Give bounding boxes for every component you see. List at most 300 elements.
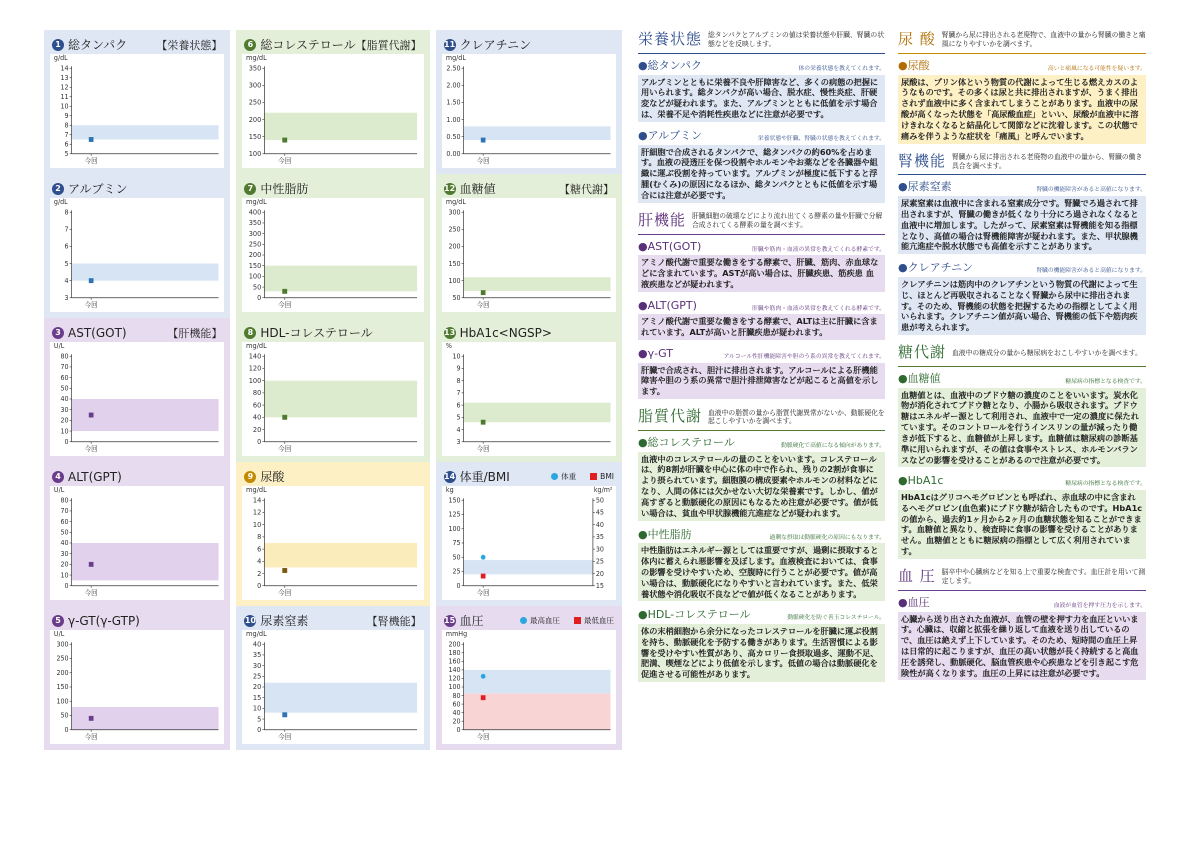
test-item-description: アミノ酸代謝で重要な働きをする酵素で、ALTは主に肝臓に含まれています。ALTが高いと肝臓疾患が疑われます。 <box>638 314 885 340</box>
chart-svg <box>242 54 423 168</box>
y-tick-label: 350 <box>249 64 262 73</box>
x-tick-label: 今回 <box>278 300 292 309</box>
y-tick-label: 11 <box>60 92 69 102</box>
section-header <box>898 30 1146 54</box>
y-tick-label: 40 <box>60 395 69 404</box>
y-tick-label: 60 <box>60 517 69 526</box>
chart-svg <box>442 342 616 456</box>
reference-band <box>265 381 418 418</box>
chart-title: アルブミン <box>68 182 128 196</box>
reference-band <box>463 126 610 140</box>
y-axis-unit: U/L <box>53 342 65 351</box>
test-item-description: 血糖値とは、血液中のブドウ糖の濃度のことをいいます。炭水化物が消化されてブドウ糖となり、小腸から吸収されます。ブドウ糖はエネルギー源として利用され、血液中で一定の濃度に保たれています。そのコントロールを行うインスリンの量が減ったり働きが低下すると、血糖値が上昇します。血糖値は糖尿病の診断基準に用いられますが、その値は食事やストレス、ホルモンバランスなどの影響を受けることがあるので注意が必要です。 <box>898 388 1146 468</box>
section <box>898 343 1146 559</box>
test-item-header <box>638 299 885 314</box>
y2-tick-label: 30 <box>595 545 604 554</box>
y-axis-unit: mg/dL <box>246 630 268 639</box>
chart-panel-10 <box>236 606 429 750</box>
data-point <box>480 138 485 143</box>
y2-axis-unit: kg/m² <box>593 486 613 495</box>
chart-svg <box>242 342 423 456</box>
y-tick-label: 10 <box>60 102 69 111</box>
y-tick-label: 150 <box>448 259 461 268</box>
chart-panel-4 <box>44 462 230 606</box>
chart-panel-1 <box>44 30 230 174</box>
y-tick-label: 20 <box>60 560 69 569</box>
chart-panel-5 <box>44 606 230 750</box>
test-item-note: 高いと痛風になる可能性を疑います。 <box>1047 65 1146 72</box>
section-header <box>638 211 885 235</box>
test-item <box>898 59 1146 144</box>
chart-title: 総タンパク <box>68 38 128 52</box>
chart-panel-3 <box>44 318 230 462</box>
chart-panel-8 <box>236 318 429 462</box>
chart-svg <box>442 630 616 744</box>
y-tick-label: 150 <box>249 132 262 141</box>
y-tick-label: 250 <box>56 654 69 663</box>
y-tick-label: 50 <box>253 283 262 292</box>
y-tick-label: 10 <box>253 520 262 529</box>
y-tick-label: 40 <box>60 539 69 548</box>
y-axis-unit: g/dL <box>53 198 68 207</box>
chart-panel-7 <box>236 174 429 318</box>
section <box>638 211 885 399</box>
y-tick-label: 50 <box>60 384 69 393</box>
test-item-header <box>638 240 885 255</box>
test-item <box>898 596 1146 681</box>
y-tick-label: 5 <box>456 413 461 422</box>
y-tick-label: 0 <box>456 581 461 591</box>
y-tick-label: 1.50 <box>446 98 461 107</box>
chart-legend <box>520 615 614 626</box>
x-tick-label: 今回 <box>278 588 292 597</box>
test-item <box>638 436 885 521</box>
y-tick-label: 250 <box>448 225 461 234</box>
test-item-description: 体の末梢細胞から余分になったコレステロールを肝臓に運ぶ役割を持ち、動脈硬化を予防する働きがあります。生活習慣による影響を受けやすい性質があり、高カロリー食摂取過多、運動不足、肥満、喫煙などにより低値を示します。低値の場合は動脈硬化を促進させる可能性があります。 <box>638 624 885 682</box>
test-item-description: 血液中のコレステロールの量のことをいいます。コレステロールは、約8割が肝臓を中心に体の中で作られ、残りの2割が食事により摂られています。細胞膜の構成要素やホルモンの材料などになり、人間の体には欠かせない大切な栄養素です。しかし、値が高すぎると動脈硬化の原因にもなるため注意が必要です。値が低い場合は、貧血や甲状腺機能亢進症などが疑われます。 <box>638 452 885 521</box>
y-tick-label: 2.00 <box>446 81 461 90</box>
chart-svg <box>50 486 224 600</box>
y-tick-label: 100 <box>448 524 461 534</box>
chart-plot-area <box>242 54 423 168</box>
y-tick-label: 20 <box>60 416 69 425</box>
chart-plot-area <box>50 486 224 600</box>
y-tick-label: 0 <box>257 581 262 590</box>
data-point <box>283 712 288 717</box>
chart-svg <box>50 198 224 312</box>
y-tick-label: 100 <box>249 376 262 385</box>
chart-header <box>242 468 423 485</box>
chart-plot-area <box>242 486 423 600</box>
y-tick-label: 75 <box>452 539 461 548</box>
test-item-description: 中性脂肪はエネルギー源としては重要ですが、過剰に摂取すると体内に蓄えられ悪影響を及ぼします。血液検査においては、食事の影響を受けやすいため、空腹時に行うことが必要です。値が高い場合は、動脈硬化になりやすいと言われています。また、低栄養状態や消化吸収不良などで値が低くなることがあります。 <box>638 543 885 601</box>
y-tick-label: 50 <box>60 528 69 537</box>
test-item-description: 心臓から送り出された血液が、血管の壁を押す力を血圧といいます。心臓は、収縮と拡張を繰り返して血液を送り出しているので、血圧は絶えず上下しています。そのため、短時間の血圧上昇は日常的に起こりますが、血圧の高い状態が長く持続すると高血圧を誘発し、動脈硬化、脳血管疾患や心疾患などを引き起こす危険性が高くなります。血圧の上昇には注意が必要です。 <box>898 612 1146 681</box>
chart-svg <box>242 486 423 600</box>
y-tick-label: 160 <box>448 657 461 666</box>
y-tick-label: 10 <box>253 704 262 713</box>
chart-header <box>442 468 616 485</box>
chart-title: 総コレステロール <box>260 38 356 52</box>
y-tick-label: 6 <box>64 140 69 149</box>
y-tick-label: 20 <box>452 717 461 726</box>
test-item-description: HbA1cはグリコヘモグロビンとも呼ばれ、赤血球の中に含まれるヘモグロビン(血色素)にブドウ糖が結合したものです。HbA1cの値から、過去約1ヶ月から2ヶ月の血糖状態を知ることができます。血糖値と異なり、検査時に食事の影響を受けることがありません。血糖値とともに糖尿病の指標として広く利用されています。 <box>898 490 1146 559</box>
y-tick-label: 35 <box>253 651 262 660</box>
y-tick-label: 100 <box>448 683 461 692</box>
test-item-header <box>638 608 885 623</box>
test-item-note: 血液が血管を押す圧力を示します。 <box>1053 602 1146 609</box>
y-tick-label: 60 <box>60 373 69 382</box>
y-tick-label: 8 <box>456 376 461 385</box>
chart-title: 体重/BMI <box>459 470 510 484</box>
chart-panel-9 <box>236 462 429 606</box>
y-tick-label: 6 <box>64 242 69 251</box>
data-point <box>283 138 288 143</box>
test-item <box>898 180 1146 254</box>
y-tick-label: 200 <box>448 242 461 251</box>
y-tick-label: 0 <box>257 293 262 302</box>
test-item-description: 尿酸は、プリン体という物質の代謝によって生じる燃えカスのようなものです。その多くは尿と共に排出されますが、うまく排出されず血液中に多く含まれてしまうことがあります。血液中の尿酸が高くなった状態を「高尿酸血症」といい、尿酸が血液中に溶けきれなくなると結晶化して関節などに沈着します。この状態で痛みを伴うような症状を「痛風」と呼んでいます。 <box>898 75 1146 144</box>
chart-header <box>242 324 423 341</box>
y-tick-label: 14 <box>60 64 69 73</box>
y-tick-label: 7 <box>456 389 461 398</box>
chart-header <box>50 180 224 197</box>
x-tick-label: 今回 <box>476 732 490 741</box>
test-item-description: アルブミンとともに栄養不良や肝障害など、多くの病態の把握に用いられます。総タンパクが高い場合、脱水症、慢性炎症、肝硬変などが疑われます。また、アルブミンとともに低値を示す場合は、栄養不足や消耗性疾患などに注意が必要です。 <box>638 75 885 122</box>
y-tick-label: 80 <box>253 389 262 398</box>
y2-tick-label: 50 <box>595 496 604 505</box>
section-header <box>638 30 885 54</box>
y-tick-label: 20 <box>253 683 262 692</box>
section <box>638 30 885 203</box>
y-tick-label: 125 <box>448 510 461 519</box>
test-item <box>638 59 885 122</box>
test-item <box>638 299 885 340</box>
x-tick-label: 今回 <box>84 300 98 309</box>
x-tick-label: 今回 <box>278 156 292 165</box>
section-title: 栄養状態 <box>638 30 703 48</box>
y-tick-label: 13 <box>60 73 69 83</box>
y-tick-label: 14 <box>253 496 262 505</box>
chart-svg <box>242 630 423 744</box>
legend-swatch <box>574 617 581 624</box>
y-tick-label: 60 <box>452 700 461 709</box>
chart-number-badge: 11 <box>444 40 456 49</box>
chart-svg <box>442 486 616 600</box>
test-item-note: 動脈硬化で高値になる傾向があります。 <box>781 442 885 449</box>
y-tick-label: 30 <box>60 405 69 414</box>
data-point <box>480 290 485 295</box>
y-axis-unit: g/dL <box>53 54 68 63</box>
test-item <box>638 240 885 292</box>
y-tick-label: 10 <box>60 427 69 436</box>
data-point <box>283 289 288 294</box>
y-tick-label: 70 <box>60 363 69 372</box>
x-tick-label: 今回 <box>476 300 490 309</box>
y-tick-label: 150 <box>448 496 461 505</box>
chart-panel-2 <box>44 174 230 318</box>
chart-category-tag: 【脂質代謝】 <box>355 38 422 52</box>
test-item <box>638 608 885 682</box>
chart-plot-area <box>442 630 616 744</box>
chart-header <box>50 612 224 629</box>
chart-number-badge: 15 <box>444 616 456 625</box>
y-tick-label: 3 <box>64 293 69 303</box>
data-point <box>283 415 288 420</box>
y-axis-unit: mg/dL <box>445 198 466 207</box>
y-tick-label: 12 <box>60 83 69 92</box>
test-item-description: クレアチニンは筋肉中のクレアチンという物質の代謝によって生じ、ほとんど再吸収されることなく腎臓から尿中に排出されます。そのため、腎機能の状態を把握するための指標としてよく用いられます。クレアチニン値が高い場合、腎機能の低下や筋肉疾患が考えられます。 <box>898 277 1146 335</box>
y-axis-unit: mmHg <box>445 630 467 639</box>
y-tick-label: 4 <box>456 425 461 434</box>
test-item-name: ●血糖値 <box>898 371 941 385</box>
y-tick-label: 7 <box>64 225 69 234</box>
x-tick-label: 今回 <box>278 444 292 453</box>
chart-number-badge: 7 <box>244 183 256 195</box>
x-tick-label: 今回 <box>84 732 98 741</box>
y-tick-label: 200 <box>56 668 69 678</box>
section <box>898 30 1146 144</box>
section-description: 腎臓から尿に排出される老廃物で、血液中の量から腎臓の働きと痛風になりやすいかを調べます。 <box>941 31 1146 48</box>
y-axis-unit: mg/dL <box>246 486 268 495</box>
test-item-header <box>638 528 885 543</box>
test-item-name: ●AST(GOT) <box>638 239 702 253</box>
chart-header <box>50 324 224 341</box>
section-description: 腎臓から尿に排出される老廃物の血液中の量から、腎臓の働き具合を調べます。 <box>952 153 1143 170</box>
test-item-header <box>638 129 885 144</box>
section-header <box>898 567 1146 591</box>
chart-title: ALT(GPT) <box>68 469 122 484</box>
test-item-note: 腎臓の機能障害があると高値になります。 <box>1036 268 1146 275</box>
test-item-name: ●尿素窒素 <box>898 180 952 194</box>
y2-tick-label: 20 <box>595 569 604 578</box>
chart-panel-6 <box>236 30 429 174</box>
chart-number-badge: 5 <box>52 615 64 627</box>
chart-panel-11 <box>436 30 622 174</box>
legend-label: BMI <box>600 472 614 481</box>
section-header <box>638 407 885 431</box>
y-tick-label: 20 <box>253 425 262 434</box>
chart-number-badge: 2 <box>52 183 64 195</box>
test-item-description: 肝細胞で合成されるタンパクで、総タンパクの約60%を占めます。血液の浸透圧を保つ役割やホルモンやお薬などを各臓器や組織に運ぶ役割を持っています。アルブミンが極度に低下すると浮腫(むくみ)の原因になるほか、総タンパクとともに低値を示す場合には注意が必要です。 <box>638 145 885 203</box>
chart-svg <box>50 630 224 744</box>
section <box>898 152 1146 335</box>
y-tick-label: 25 <box>452 567 461 576</box>
y2-tick-label: 25 <box>595 557 604 566</box>
reference-band <box>72 399 219 431</box>
test-item-header <box>898 596 1146 611</box>
y-tick-label: 10 <box>452 352 461 361</box>
test-item-name: ●クレアチニン <box>898 261 974 275</box>
data-point <box>480 695 485 700</box>
y-tick-label: 40 <box>253 640 262 649</box>
y-tick-label: 120 <box>448 674 461 683</box>
test-item-note: 動脈硬化を防ぐ善玉コレステロール。 <box>787 615 885 622</box>
chart-header <box>242 180 423 197</box>
reference-band <box>72 125 219 139</box>
y-tick-label: 3 <box>456 437 461 447</box>
chart-svg <box>50 54 224 168</box>
y-tick-label: 250 <box>249 240 262 249</box>
y-tick-label: 8 <box>257 533 262 542</box>
y-tick-label: 15 <box>253 693 262 702</box>
reference-band <box>265 113 418 140</box>
test-item <box>638 129 885 203</box>
y-tick-label: 6 <box>456 401 461 410</box>
y2-tick-label: 45 <box>595 508 604 517</box>
chart-title: クレアチニン <box>459 38 532 52</box>
y-tick-label: 200 <box>249 251 262 260</box>
y-tick-label: 5 <box>257 715 262 724</box>
y-tick-label: 140 <box>249 352 262 361</box>
chart-number-badge: 10 <box>244 616 256 625</box>
reference-band <box>265 543 418 567</box>
y-tick-label: 30 <box>253 661 262 670</box>
chart-category-tag: 【糖代謝】 <box>559 182 614 196</box>
y2-tick-label: 40 <box>595 520 604 529</box>
y-tick-label: 30 <box>60 549 69 558</box>
y-tick-label: 0.50 <box>446 132 461 141</box>
section-description: 血液中の糖成分の量から糖尿病をおこしやすいかを調べます。 <box>952 348 1142 357</box>
test-item <box>898 372 1146 467</box>
data-point <box>480 555 485 560</box>
chart-svg <box>442 54 616 168</box>
chart-panel-13 <box>436 318 622 462</box>
y-tick-label: 100 <box>56 697 69 706</box>
data-point <box>480 674 485 679</box>
y-tick-label: 60 <box>253 401 262 410</box>
chart-number-badge: 1 <box>52 39 64 51</box>
chart-grid <box>44 30 622 750</box>
y-tick-label: 40 <box>253 413 262 422</box>
y-axis-unit: % <box>445 342 452 351</box>
y-tick-label: 0 <box>64 725 69 735</box>
reference-band <box>72 707 219 730</box>
reference-band <box>265 683 418 713</box>
chart-title: γ-GT(γ-GTP) <box>68 613 140 628</box>
y-tick-label: 80 <box>452 691 461 700</box>
chart-title: AST(GOT) <box>68 325 127 340</box>
test-item-description: アミノ酸代謝で重要な働きをする酵素で、肝臓、筋肉、赤血球などに含まれています。ASTが高い場合は、肝臓疾患、筋疾患 血液疾患などが疑われます。 <box>638 255 885 291</box>
y-tick-label: 4 <box>64 276 69 285</box>
legend-swatch <box>520 617 527 624</box>
chart-plot-area <box>50 198 224 312</box>
chart-svg <box>242 198 423 312</box>
y-tick-label: 80 <box>60 496 69 505</box>
chart-title: 尿酸 <box>260 470 285 484</box>
reference-band <box>463 560 592 574</box>
x-tick-label: 今回 <box>84 156 98 165</box>
chart-plot-area <box>50 342 224 456</box>
y-axis-unit: U/L <box>53 630 65 639</box>
chart-number-badge: 4 <box>52 471 64 483</box>
legend-swatch <box>551 473 558 480</box>
legend-label: 最低血圧 <box>584 616 614 625</box>
chart-category-tag: 【肝機能】 <box>167 326 223 340</box>
y-tick-label: 180 <box>448 648 461 658</box>
reference-band <box>463 670 610 694</box>
chart-svg <box>442 198 616 312</box>
y-tick-label: 300 <box>249 229 262 238</box>
test-item-header <box>898 261 1146 276</box>
y2-tick-label: 35 <box>595 533 604 542</box>
chart-plot-area <box>242 342 423 456</box>
chart-number-badge: 12 <box>444 184 456 193</box>
y-tick-label: 0 <box>257 725 262 734</box>
y-axis-unit: U/L <box>53 486 65 495</box>
y-tick-label: 80 <box>60 352 69 361</box>
chart-number-badge: 9 <box>244 471 256 483</box>
data-point <box>480 420 485 425</box>
section-description: 血液中の脂質の量から脂質代謝異常がないか、動脈硬化を起こしやすいかを調べます。 <box>708 408 885 426</box>
chart-header <box>50 468 224 485</box>
test-item-name: ●総コレステロール <box>638 436 735 450</box>
test-item-note: 肝臓や筋肉・血液の異常を教えてくれる酵素です。 <box>752 305 885 312</box>
test-item-name: ●HDL-コレステロール <box>638 608 751 622</box>
x-tick-label: 今回 <box>84 588 98 597</box>
y-tick-label: 300 <box>56 640 69 649</box>
y-tick-label: 2.50 <box>446 64 461 73</box>
reference-band <box>72 264 219 281</box>
test-item-note: 肝臓や筋肉・血液の異常を教えてくれる酵素です。 <box>752 246 885 253</box>
data-point <box>89 562 94 567</box>
x-tick-label: 今回 <box>84 444 98 453</box>
y-tick-label: 250 <box>249 98 262 107</box>
data-point <box>480 574 485 579</box>
x-tick-label: 今回 <box>278 732 292 741</box>
legend-label: 体重 <box>561 472 577 481</box>
test-item-name: ●尿酸 <box>898 58 930 72</box>
chart-plot-area <box>442 342 616 456</box>
legend-label: 最高血圧 <box>530 616 560 625</box>
test-item-header <box>898 474 1146 489</box>
y-tick-label: 140 <box>448 666 461 675</box>
chart-title: HbA1c<NGSP> <box>459 325 552 340</box>
chart-plot-area <box>442 198 616 312</box>
test-item-name: ●HbA1c <box>898 474 944 488</box>
section-description: 総タンパクとアルブミンの値は栄養状態や肝臓、腎臓の状態などを反映します。 <box>708 31 884 48</box>
section-title: 糖代謝 <box>898 343 947 361</box>
y-tick-label: 50 <box>452 293 461 303</box>
y-tick-label: 50 <box>60 711 69 720</box>
reference-band-low <box>463 693 610 729</box>
y-axis-unit: mg/dL <box>246 342 268 351</box>
chart-title: 尿素窒素 <box>260 614 309 628</box>
chart-panel-14 <box>436 462 622 606</box>
y-tick-label: 5 <box>64 259 69 268</box>
section-description: 肝臓細胞の破壊などにより流れ出てくる酵素の量や肝臓で分解合成されてくる酵素の量を調べます。 <box>692 212 883 229</box>
chart-plot-area <box>442 486 616 600</box>
chart-plot-area <box>242 198 423 312</box>
chart-plot-area <box>50 630 224 744</box>
x-tick-label: 今回 <box>476 156 490 165</box>
chart-title: 血圧 <box>459 614 484 628</box>
reference-band <box>463 403 610 423</box>
y-tick-label: 8 <box>64 121 69 130</box>
y-tick-label: 200 <box>448 640 461 649</box>
test-item-header <box>898 59 1146 74</box>
chart-number-badge: 3 <box>52 327 64 339</box>
section-description: 脳卒中や心臓病などを知る上で重要な検査です。血圧計を用いて測定します。 <box>941 568 1146 585</box>
data-point <box>89 716 94 721</box>
legend-swatch <box>590 473 597 480</box>
y-tick-label: 40 <box>452 708 461 717</box>
section <box>638 407 885 682</box>
section-title: 肝機能 <box>638 210 687 229</box>
test-item-note: 糖尿病の指標となる検査です。 <box>1065 378 1146 385</box>
chart-header <box>442 612 616 629</box>
test-item-name: ●総タンパク <box>638 58 702 72</box>
